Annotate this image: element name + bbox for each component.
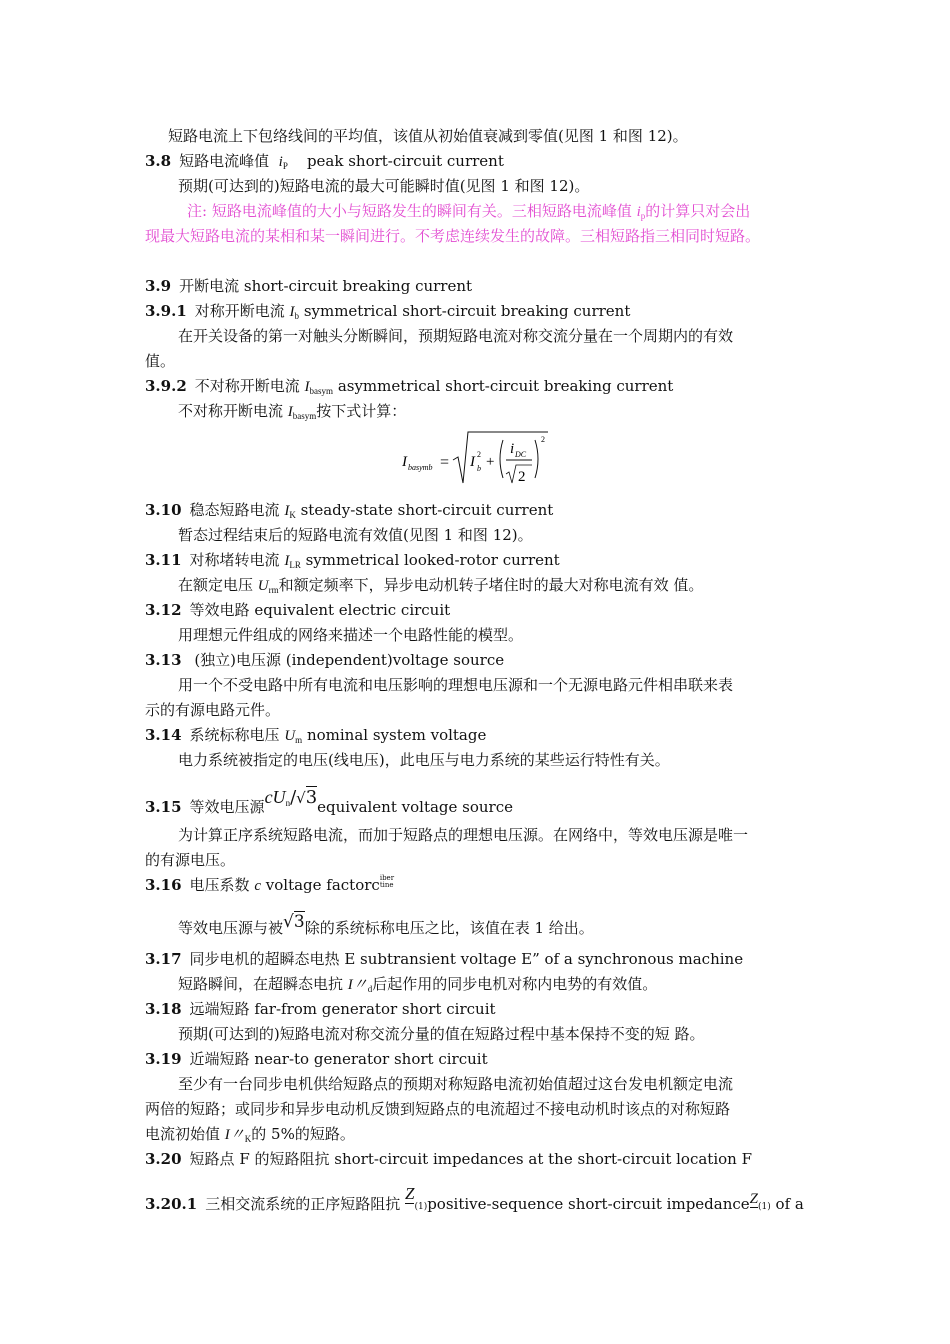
section-heading-3-12: 3.12 等效电路 equivalent electric circuit — [145, 601, 451, 619]
paragraph-line: 的有源电压。 — [145, 851, 236, 869]
section-heading-3-9: 3.9 开断电流 short-circuit breaking current — [145, 277, 473, 295]
paragraph-line: 电力系统被指定的电压(线电压)，此电压与电力系统的某些运行特性有关。 — [178, 751, 670, 769]
left-paren — [500, 440, 503, 478]
asymmetric-breaking-current-formula — [398, 428, 558, 490]
paragraph-line: 电流初始值 I〃$_K$的 5%的短路。 — [145, 1125, 355, 1144]
paragraph-line: 用一个不受电路中所有电流和电压影响的理想电压源和一个无源电路元件相串联来表 — [178, 676, 734, 694]
formula-den-root: 2 — [518, 469, 526, 485]
paragraph-line: 示的有源电路元件。 — [145, 701, 281, 719]
paragraph-line: 短路瞬间，在超瞬态电抗 I〃$_d$后起作用的同步电机对称内电势的有效值。 — [178, 975, 658, 994]
section-heading-3-17: 3.17 同步电机的超瞬态电热 E subtransient voltage E” of a synchronous machine — [145, 950, 744, 968]
formula-lhs-sub: basymb — [408, 463, 433, 472]
section-heading-3-10: 3.10 稳态短路电流 $I_K$ steady-state short-circuit current — [145, 501, 554, 520]
paragraph-line: 值。 — [145, 352, 176, 370]
paragraph-line: 暂态过程结束后的短路电流有效值(见图 1 和图 12)。 — [178, 526, 533, 544]
note-line: 注: 短路电流峰值的大小与短路发生的瞬间有关。三相短路电流峰值 $i_p$的计算只对会出 — [187, 202, 751, 221]
paragraph-line: 短路电流上下包络线间的平均值，该值从初始值衰减到零值(见图 1 和图 12)。 — [168, 127, 688, 145]
paragraph-line: 预期(可达到的)短路电流的最大可能瞬时值(见图 1 和图 12)。 — [178, 177, 590, 195]
formula-ib-sup: 2 — [477, 450, 481, 459]
paragraph-line: 在额定电压 $U_{rm}$和额定频率下，异步电动机转子堵住时的最大对称电流有效 值。 — [178, 576, 704, 595]
paragraph-line: 等效电压源与被√3除的系统标称电压之比，该值在表 1 给出。 — [178, 912, 594, 937]
paragraph-line: 在开关设备的第一对触头分断瞬间，预期短路电流对称交流分量在一个周期内的有效 — [178, 327, 734, 345]
section-heading-3-20-1: 3.20.1 三相交流系统的正序短路阻抗 Z(1)positive-sequence short-circuit impedanceZ(1) of a — [145, 1184, 804, 1213]
paragraph-line: 不对称开断电流 $I_{basym}$按下式计算： — [178, 402, 407, 421]
section-heading-3-9-2: 3.9.2 不对称开断电流 $I_{basym}$ asymmetrical short-circuit breaking current — [145, 377, 674, 396]
paragraph-line: 至少有一台同步电机供给短路点的预期对称短路电流初始值超过这台发电机额定电流 — [178, 1075, 734, 1093]
section-heading-3-20: 3.20 短路点 F 的短路阻抗 short-circuit impedances at the short-circuit location F — [145, 1150, 753, 1168]
formula-lhs: I — [402, 454, 407, 470]
paragraph-line: 为计算正序系统短路电流，而加于短路点的理想电压源。在网络中，等效电压源是唯一 — [178, 826, 749, 844]
right-paren — [535, 440, 538, 478]
formula-plus: + — [486, 454, 495, 470]
formula-outer-sup: 2 — [541, 435, 545, 444]
section-heading-3-18: 3.18 远端短路 far-from generator short circuit — [145, 1000, 496, 1018]
section-heading-3-19: 3.19 近端短路 near-to generator short circuit — [145, 1050, 488, 1068]
section-heading-3-13: 3.13 (独立)电压源 (independent)voltage source — [145, 651, 505, 669]
formula-idc: i — [510, 441, 515, 457]
formula-idc-sub: DC — [515, 450, 527, 459]
formula-ib-sub: b — [477, 464, 481, 473]
paragraph-line: 两倍的短路；或同步和异步电动机反馈到短路点的电流超过不接电动机时该点的对称短路 — [145, 1100, 731, 1118]
section-heading-3-8: 3.8 短路电流峰值 $i_P$ peak short-circuit current — [145, 152, 504, 171]
paragraph-line: 用理想元件组成的网络来描述一个电路性能的模型。 — [178, 626, 524, 644]
section-heading-3-9-1: 3.9.1 对称开断电流 $I_b$ symmetrical short-circuit breaking current — [145, 302, 631, 321]
section-number: 3.8 — [145, 152, 172, 170]
section-heading-3-14: 3.14 系统标称电压 $U_m$ nominal system voltage — [145, 726, 487, 745]
section-heading-3-15: 3.15 等效电压源$cU_n/√3equivalent$ voltage source — [145, 787, 513, 816]
section-heading-3-16: 3.16 电压系数 c voltage factorciber tine — [145, 874, 395, 894]
formula-equals: = — [440, 454, 450, 471]
formula-ib: I — [470, 454, 475, 470]
section-heading-3-11: 3.11 对称堵转电流 $I_{LR}$ symmetrical looked-rotor current — [145, 551, 560, 570]
note-line: 现最大短路电流的某相和某一瞬间进行。不考虑连续发生的故障。三相短路指三相同时短路。 — [145, 227, 761, 245]
paragraph-line: 预期(可达到的)短路电流对称交流分量的值在短路过程中基本保持不变的短 路。 — [178, 1025, 705, 1043]
